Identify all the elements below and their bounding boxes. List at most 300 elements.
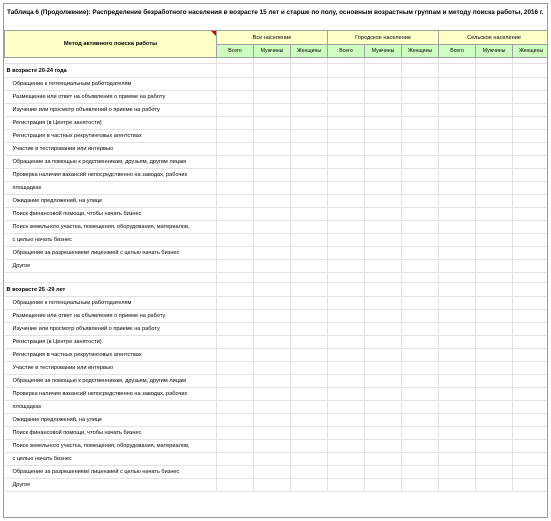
data-cell[interactable] <box>476 273 513 283</box>
data-cell[interactable] <box>476 310 513 323</box>
data-cell[interactable] <box>365 130 402 143</box>
data-cell[interactable] <box>402 297 439 310</box>
data-cell[interactable] <box>291 78 328 91</box>
data-cell[interactable] <box>402 283 439 297</box>
data-cell[interactable] <box>513 336 548 349</box>
data-cell[interactable] <box>217 375 254 388</box>
data-cell[interactable] <box>402 143 439 156</box>
data-cell[interactable] <box>439 440 476 453</box>
data-cell[interactable] <box>328 479 365 492</box>
data-cell[interactable] <box>217 466 254 479</box>
row-label[interactable]: Регистрация (в Центре занятости) <box>5 336 217 349</box>
data-cell[interactable] <box>254 401 291 414</box>
data-cell[interactable] <box>513 375 548 388</box>
data-cell[interactable] <box>365 273 402 283</box>
data-cell[interactable] <box>217 182 254 195</box>
data-cell[interactable] <box>439 401 476 414</box>
data-cell[interactable] <box>439 388 476 401</box>
row-label[interactable]: Обращение за помощью к родственникам, друзьям, другим лицам <box>5 375 217 388</box>
data-cell[interactable] <box>291 143 328 156</box>
data-cell[interactable] <box>513 466 548 479</box>
data-cell[interactable] <box>365 91 402 104</box>
row-label[interactable]: Поиск финансовой помощи, чтобы начать бизнес <box>5 208 217 221</box>
row-label[interactable]: Обращение к потенциальным работодателям <box>5 78 217 91</box>
data-cell[interactable] <box>254 310 291 323</box>
data-cell[interactable] <box>365 156 402 169</box>
data-cell[interactable] <box>291 117 328 130</box>
data-cell[interactable] <box>217 260 254 273</box>
data-cell[interactable] <box>365 310 402 323</box>
data-cell[interactable] <box>254 143 291 156</box>
data-cell[interactable] <box>328 169 365 182</box>
data-cell[interactable] <box>439 182 476 195</box>
data-cell[interactable] <box>402 323 439 336</box>
data-cell[interactable] <box>328 156 365 169</box>
data-cell[interactable] <box>513 401 548 414</box>
data-cell[interactable] <box>476 336 513 349</box>
data-cell[interactable] <box>402 260 439 273</box>
data-cell[interactable] <box>217 208 254 221</box>
data-cell[interactable] <box>328 247 365 260</box>
data-cell[interactable] <box>439 323 476 336</box>
data-cell[interactable] <box>513 91 548 104</box>
data-cell[interactable] <box>476 323 513 336</box>
data-cell[interactable] <box>217 283 254 297</box>
data-cell[interactable] <box>254 182 291 195</box>
data-cell[interactable] <box>328 362 365 375</box>
data-cell[interactable] <box>217 427 254 440</box>
subheader-men[interactable]: Мужчины <box>476 45 513 58</box>
data-cell[interactable] <box>254 104 291 117</box>
data-cell[interactable] <box>254 414 291 427</box>
data-cell[interactable] <box>402 375 439 388</box>
data-cell[interactable] <box>476 388 513 401</box>
data-cell[interactable] <box>513 130 548 143</box>
data-cell[interactable] <box>513 260 548 273</box>
data-cell[interactable] <box>439 169 476 182</box>
data-cell[interactable] <box>254 169 291 182</box>
method-column-header[interactable]: Метод активного поиска работы <box>5 31 217 58</box>
data-cell[interactable] <box>439 427 476 440</box>
data-cell[interactable] <box>328 466 365 479</box>
row-label[interactable]: Изучение или просмотр объявлений о приеме на работу <box>5 323 217 336</box>
data-cell[interactable] <box>365 104 402 117</box>
row-label[interactable]: Другое <box>5 479 217 492</box>
data-cell[interactable] <box>291 104 328 117</box>
data-cell[interactable] <box>328 297 365 310</box>
data-cell[interactable] <box>328 375 365 388</box>
data-cell[interactable] <box>513 247 548 260</box>
data-cell[interactable] <box>365 283 402 297</box>
data-cell[interactable] <box>328 143 365 156</box>
data-cell[interactable] <box>328 182 365 195</box>
data-cell[interactable] <box>513 323 548 336</box>
data-cell[interactable] <box>291 349 328 362</box>
row-label[interactable]: Другое <box>5 260 217 273</box>
data-cell[interactable] <box>217 104 254 117</box>
data-cell[interactable] <box>328 221 365 234</box>
row-label[interactable]: Проверка наличия вакансий непосредственно на заводах, рабочих <box>5 169 217 182</box>
data-cell[interactable] <box>476 401 513 414</box>
data-cell[interactable] <box>365 375 402 388</box>
data-cell[interactable] <box>402 117 439 130</box>
data-cell[interactable] <box>365 336 402 349</box>
data-cell[interactable] <box>291 221 328 234</box>
data-cell[interactable] <box>291 247 328 260</box>
row-label[interactable]: с целью начать бизнес <box>5 453 217 466</box>
data-cell[interactable] <box>439 234 476 247</box>
row-label[interactable]: Обращение за разрешением/ лицензией с целью начать бизнес <box>5 466 217 479</box>
data-cell[interactable] <box>513 283 548 297</box>
data-cell[interactable] <box>291 427 328 440</box>
data-cell[interactable] <box>328 208 365 221</box>
data-cell[interactable] <box>217 143 254 156</box>
data-cell[interactable] <box>291 156 328 169</box>
data-cell[interactable] <box>328 336 365 349</box>
row-label[interactable]: Регистрация (в Центре занятости) <box>5 117 217 130</box>
data-cell[interactable] <box>439 130 476 143</box>
group-header-rural[interactable]: Сельское население <box>439 31 548 45</box>
subheader-men[interactable]: Мужчины <box>254 45 291 58</box>
data-cell[interactable] <box>513 169 548 182</box>
data-cell[interactable] <box>254 453 291 466</box>
data-cell[interactable] <box>217 388 254 401</box>
data-cell[interactable] <box>254 283 291 297</box>
row-label[interactable]: Изучение или просмотр объявлений о приеме на работу <box>5 104 217 117</box>
data-cell[interactable] <box>291 195 328 208</box>
subheader-women[interactable]: Женщины <box>291 45 328 58</box>
data-cell[interactable] <box>217 169 254 182</box>
data-cell[interactable] <box>254 221 291 234</box>
section-title[interactable]: В возрасте 25 -29 лет <box>5 283 217 297</box>
row-label[interactable]: Проверка наличия вакансий непосредственно на заводах, рабочих <box>5 388 217 401</box>
data-cell[interactable] <box>513 349 548 362</box>
row-label[interactable]: Обращение за помощью к родственникам, друзьям, другим лицам <box>5 156 217 169</box>
row-label[interactable]: Участие в тестировании или интервью <box>5 362 217 375</box>
data-cell[interactable] <box>439 247 476 260</box>
data-cell[interactable] <box>254 388 291 401</box>
data-cell[interactable] <box>513 479 548 492</box>
data-cell[interactable] <box>365 414 402 427</box>
data-cell[interactable] <box>476 195 513 208</box>
data-cell[interactable] <box>365 388 402 401</box>
data-cell[interactable] <box>217 440 254 453</box>
data-cell[interactable] <box>254 427 291 440</box>
data-cell[interactable] <box>402 221 439 234</box>
row-label[interactable]: площадках <box>5 401 217 414</box>
data-cell[interactable] <box>439 156 476 169</box>
data-cell[interactable] <box>365 78 402 91</box>
data-cell[interactable] <box>439 283 476 297</box>
subheader-men[interactable]: Мужчины <box>365 45 402 58</box>
data-cell[interactable] <box>291 297 328 310</box>
data-cell[interactable] <box>402 208 439 221</box>
data-cell[interactable] <box>476 283 513 297</box>
data-cell[interactable] <box>365 479 402 492</box>
data-cell[interactable] <box>476 182 513 195</box>
data-cell[interactable] <box>439 479 476 492</box>
data-cell[interactable] <box>254 130 291 143</box>
data-cell[interactable] <box>328 78 365 91</box>
data-cell[interactable] <box>291 234 328 247</box>
group-header-all[interactable]: Все население <box>217 31 328 45</box>
data-cell[interactable] <box>254 466 291 479</box>
data-cell[interactable] <box>402 466 439 479</box>
data-cell[interactable] <box>439 310 476 323</box>
data-cell[interactable] <box>291 182 328 195</box>
data-cell[interactable] <box>513 182 548 195</box>
data-cell[interactable] <box>291 362 328 375</box>
data-cell[interactable] <box>254 208 291 221</box>
row-label[interactable]: Ожидание предложений, на улице <box>5 414 217 427</box>
data-cell[interactable] <box>513 297 548 310</box>
data-cell[interactable] <box>439 117 476 130</box>
data-cell[interactable] <box>402 401 439 414</box>
data-cell[interactable] <box>365 221 402 234</box>
data-cell[interactable] <box>513 362 548 375</box>
subheader-total[interactable]: Всего <box>439 45 476 58</box>
data-cell[interactable] <box>476 64 513 78</box>
data-cell[interactable] <box>365 453 402 466</box>
data-cell[interactable] <box>476 156 513 169</box>
data-cell[interactable] <box>328 349 365 362</box>
data-cell[interactable] <box>439 104 476 117</box>
row-label[interactable]: Обращение к потенциальным работодателям <box>5 297 217 310</box>
data-cell[interactable] <box>476 143 513 156</box>
data-cell[interactable] <box>402 104 439 117</box>
data-cell[interactable] <box>365 64 402 78</box>
data-cell[interactable] <box>476 440 513 453</box>
data-cell[interactable] <box>365 208 402 221</box>
data-cell[interactable] <box>439 260 476 273</box>
data-cell[interactable] <box>402 362 439 375</box>
data-cell[interactable] <box>476 349 513 362</box>
data-cell[interactable] <box>439 297 476 310</box>
data-cell[interactable] <box>476 104 513 117</box>
data-cell[interactable] <box>402 479 439 492</box>
data-cell[interactable] <box>328 91 365 104</box>
data-cell[interactable] <box>365 401 402 414</box>
data-cell[interactable] <box>291 64 328 78</box>
data-cell[interactable] <box>328 283 365 297</box>
data-cell[interactable] <box>217 234 254 247</box>
data-cell[interactable] <box>439 375 476 388</box>
data-cell[interactable] <box>291 375 328 388</box>
data-cell[interactable] <box>402 388 439 401</box>
data-cell[interactable] <box>439 195 476 208</box>
data-cell[interactable] <box>439 362 476 375</box>
data-cell[interactable] <box>217 117 254 130</box>
subheader-women[interactable]: Женщины <box>513 45 548 58</box>
data-cell[interactable] <box>402 234 439 247</box>
data-cell[interactable] <box>402 310 439 323</box>
data-cell[interactable] <box>513 234 548 247</box>
data-cell[interactable] <box>328 273 365 283</box>
row-label[interactable]: площадках <box>5 182 217 195</box>
row-label[interactable]: Поиск финансовой помощи, чтобы начать бизнес <box>5 427 217 440</box>
data-cell[interactable] <box>365 349 402 362</box>
data-cell[interactable] <box>476 130 513 143</box>
data-cell[interactable] <box>476 479 513 492</box>
data-cell[interactable] <box>254 297 291 310</box>
section-title[interactable]: В возрасте 20-24 года <box>5 64 217 78</box>
data-cell[interactable] <box>328 427 365 440</box>
row-label[interactable]: Участие в тестировании или интервью <box>5 143 217 156</box>
data-cell[interactable] <box>402 156 439 169</box>
data-cell[interactable] <box>328 260 365 273</box>
data-cell[interactable] <box>513 78 548 91</box>
data-cell[interactable] <box>402 78 439 91</box>
data-cell[interactable] <box>328 440 365 453</box>
data-cell[interactable] <box>254 479 291 492</box>
data-cell[interactable] <box>291 401 328 414</box>
data-cell[interactable] <box>476 297 513 310</box>
data-cell[interactable] <box>328 117 365 130</box>
data-cell[interactable] <box>254 247 291 260</box>
data-cell[interactable] <box>217 349 254 362</box>
data-cell[interactable] <box>476 260 513 273</box>
data-cell[interactable] <box>513 310 548 323</box>
data-cell[interactable] <box>328 64 365 78</box>
data-cell[interactable] <box>291 466 328 479</box>
data-cell[interactable] <box>328 195 365 208</box>
data-cell[interactable] <box>402 64 439 78</box>
data-cell[interactable] <box>439 336 476 349</box>
data-cell[interactable] <box>217 156 254 169</box>
data-cell[interactable] <box>402 414 439 427</box>
data-cell[interactable] <box>402 169 439 182</box>
data-cell[interactable] <box>513 208 548 221</box>
data-cell[interactable] <box>254 323 291 336</box>
row-label[interactable]: с целью начать бизнес <box>5 234 217 247</box>
row-label[interactable]: Размещение или ответ на объявления о приеме на работу <box>5 310 217 323</box>
data-cell[interactable] <box>513 64 548 78</box>
data-cell[interactable] <box>476 247 513 260</box>
row-label[interactable]: Размещение или ответ на объявления о приеме на работу <box>5 91 217 104</box>
data-cell[interactable] <box>439 466 476 479</box>
data-cell[interactable] <box>217 310 254 323</box>
data-cell[interactable] <box>476 221 513 234</box>
data-cell[interactable] <box>217 91 254 104</box>
data-cell[interactable] <box>439 208 476 221</box>
data-cell[interactable] <box>217 336 254 349</box>
data-cell[interactable] <box>513 117 548 130</box>
data-cell[interactable] <box>402 195 439 208</box>
data-cell[interactable] <box>291 310 328 323</box>
data-cell[interactable] <box>402 273 439 283</box>
data-cell[interactable] <box>254 362 291 375</box>
data-cell[interactable] <box>254 91 291 104</box>
data-cell[interactable] <box>365 297 402 310</box>
data-cell[interactable] <box>291 91 328 104</box>
data-cell[interactable] <box>217 453 254 466</box>
data-cell[interactable] <box>402 440 439 453</box>
data-cell[interactable] <box>328 104 365 117</box>
data-cell[interactable] <box>254 349 291 362</box>
data-cell[interactable] <box>254 195 291 208</box>
data-cell[interactable] <box>402 91 439 104</box>
data-cell[interactable] <box>328 401 365 414</box>
row-label[interactable]: Регистрация в частных рекрутинговых агентствах <box>5 130 217 143</box>
data-cell[interactable] <box>439 349 476 362</box>
data-cell[interactable] <box>439 273 476 283</box>
subheader-women[interactable]: Женщины <box>402 45 439 58</box>
data-cell[interactable] <box>365 234 402 247</box>
data-cell[interactable] <box>217 195 254 208</box>
data-cell[interactable] <box>365 143 402 156</box>
data-cell[interactable] <box>476 427 513 440</box>
row-label[interactable]: Обращение за разрешением/ лицензией с целью начать бизнес <box>5 247 217 260</box>
data-cell[interactable] <box>217 78 254 91</box>
data-cell[interactable] <box>254 64 291 78</box>
data-cell[interactable] <box>365 427 402 440</box>
data-cell[interactable] <box>402 427 439 440</box>
data-cell[interactable] <box>291 283 328 297</box>
data-cell[interactable] <box>439 91 476 104</box>
data-cell[interactable] <box>365 440 402 453</box>
data-cell[interactable] <box>217 414 254 427</box>
data-cell[interactable] <box>513 156 548 169</box>
data-cell[interactable] <box>365 323 402 336</box>
data-cell[interactable] <box>291 440 328 453</box>
data-cell[interactable] <box>513 143 548 156</box>
data-cell[interactable] <box>439 143 476 156</box>
data-cell[interactable] <box>254 117 291 130</box>
data-cell[interactable] <box>254 260 291 273</box>
data-cell[interactable] <box>291 273 328 283</box>
data-cell[interactable] <box>513 221 548 234</box>
data-cell[interactable] <box>476 375 513 388</box>
data-cell[interactable] <box>476 414 513 427</box>
data-cell[interactable] <box>254 440 291 453</box>
row-label[interactable]: Регистрация в частных рекрутинговых агентствах <box>5 349 217 362</box>
data-cell[interactable] <box>291 130 328 143</box>
data-cell[interactable] <box>291 453 328 466</box>
data-cell[interactable] <box>513 427 548 440</box>
data-cell[interactable] <box>254 156 291 169</box>
data-cell[interactable] <box>217 273 254 283</box>
data-cell[interactable] <box>365 182 402 195</box>
row-label[interactable]: Поиск земельного участка, помещения, оборудования, материалов, <box>5 440 217 453</box>
data-cell[interactable] <box>439 64 476 78</box>
data-cell[interactable] <box>513 453 548 466</box>
data-cell[interactable] <box>291 323 328 336</box>
data-cell[interactable] <box>476 234 513 247</box>
data-cell[interactable] <box>402 336 439 349</box>
data-cell[interactable] <box>513 273 548 283</box>
data-cell[interactable] <box>439 453 476 466</box>
data-cell[interactable] <box>476 453 513 466</box>
data-cell[interactable] <box>476 362 513 375</box>
data-cell[interactable] <box>439 221 476 234</box>
data-cell[interactable] <box>365 260 402 273</box>
data-cell[interactable] <box>217 297 254 310</box>
data-cell[interactable] <box>513 195 548 208</box>
data-cell[interactable] <box>513 440 548 453</box>
data-cell[interactable] <box>217 323 254 336</box>
data-cell[interactable] <box>254 273 291 283</box>
data-cell[interactable] <box>217 479 254 492</box>
data-cell[interactable] <box>291 388 328 401</box>
data-cell[interactable] <box>328 130 365 143</box>
group-header-urban[interactable]: Городское население <box>328 31 439 45</box>
data-cell[interactable] <box>217 401 254 414</box>
data-cell[interactable] <box>476 117 513 130</box>
data-cell[interactable] <box>476 208 513 221</box>
data-cell[interactable] <box>476 91 513 104</box>
data-cell[interactable] <box>254 234 291 247</box>
data-cell[interactable] <box>365 195 402 208</box>
